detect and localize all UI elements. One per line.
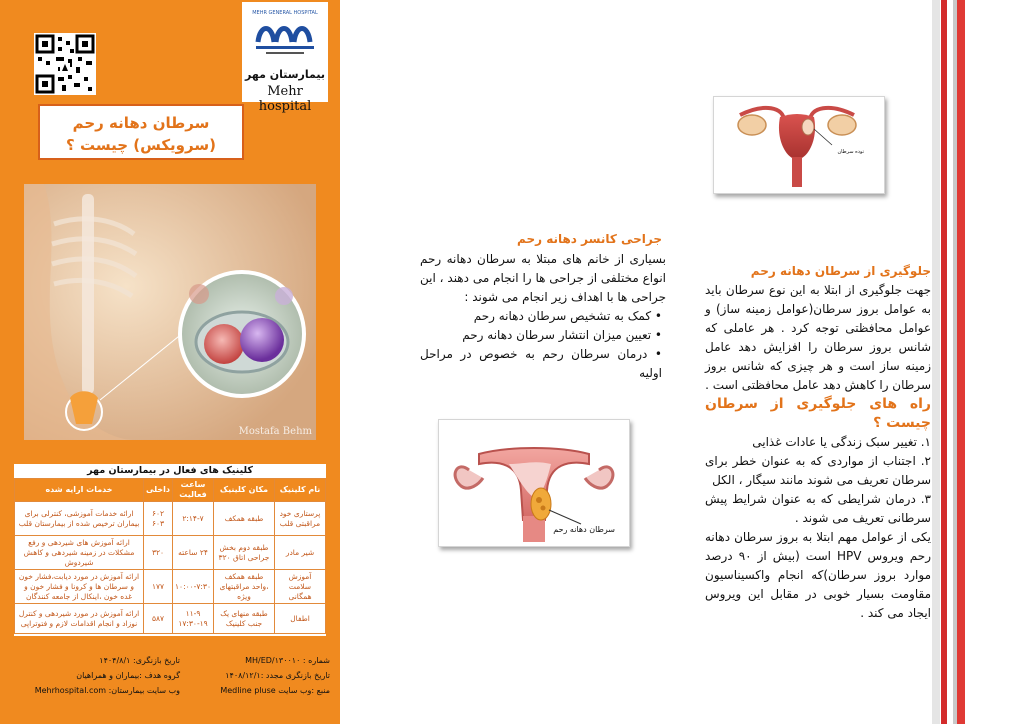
table-row <box>15 604 326 634</box>
hospital-website[interactable]: وب سایت بیمارستان: Mehrhospital.com <box>34 686 180 695</box>
table-header-row <box>15 479 326 502</box>
hospital-name-fa: بیمارستان مهر <box>244 68 326 81</box>
surgery-text <box>420 250 666 383</box>
col-hours: ساعت فعالیت <box>173 479 214 502</box>
next-review-date: تاریخ بازنگری مجدد :۱۴۰۸/۱۲/۱ <box>225 671 330 680</box>
target-group: گروه هدف :بیماران و همراهیان <box>76 671 180 680</box>
clinic-name-cell: اطفال <box>275 604 326 634</box>
clinics-table-box <box>14 464 326 636</box>
clinics-table-title: کلینیک های فعال در بیمارستان مهر <box>87 465 253 476</box>
prevention-heading: جلوگیری از سرطان دهانه رحم <box>750 264 931 278</box>
list-item: • درمان سرطان رحم به خصوص در مراحل اولیه <box>420 345 662 383</box>
col-location: مکان کلینیک <box>214 479 275 502</box>
clinic-hours-cell: ۱۰:۰۰-۷:۳۰ <box>173 570 214 604</box>
clinics-table <box>14 478 326 634</box>
list-item: • تعیین میزان انتشار سرطان دهانه رحم <box>420 326 662 345</box>
prevention-section <box>705 262 931 623</box>
hospital-name-en: Mehr hospital <box>258 84 312 114</box>
col-extension: داخلی <box>144 479 173 502</box>
image-credit: Mostafa Behm <box>238 426 312 437</box>
uterus-cancer-image <box>438 419 630 547</box>
clinic-hours-cell: ۱۱-۹ ۱۷:۳۰-۱۹ <box>173 604 214 634</box>
prevention-body: جهت جلوگیری از ابتلا به این نوع سرطان باید به عوامل بروز سرطان(عوامل زمینه ساز) و عوامل محافظتی توجه کرد . هر عاملی که شانس بروز سرطان را افزایش دهد عامل زمینه ساز است و هر چیزی که شانس بروز سرطان را کاهش دهد عامل محافظتی است . <box>705 283 931 392</box>
review-date: تاریخ بازنگری: ۱۴۰۴/۸/۱ <box>99 656 180 665</box>
hospital-logo-icon <box>242 2 328 62</box>
clinic-extension-cell: ۵۸۷ <box>144 604 173 634</box>
clinic-extension-cell: ۱۷۷ <box>144 570 173 604</box>
stripe-red <box>941 0 947 724</box>
hpv-paragraph: یکی از عوامل مهم ابتلا به بروز سرطان دهانه رحم ویروس HPV است (بیش از ۹۰ درصد موارد بروز سرطان)که انجام واکسیناسیون مقاومت بسیار خوبی در مقابل این ویروس ایجاد می کند . <box>705 530 932 620</box>
clinic-services-cell: ارائه آموزش های شیردهی و رفع مشکلات در زمینه شیردهی و کاهش شیردوش <box>15 536 144 570</box>
clinic-services-cell: ارائه خدمات آموزشی، کنترلی برای بیماران ترخیص شده از بیمارستان قلب <box>15 502 144 536</box>
col-clinic-name: نام کلینیک <box>275 479 326 502</box>
cover-title <box>38 104 244 160</box>
table-row <box>15 536 326 570</box>
clinic-services-cell: ارائه آموزش در مورد دیابت،فشار خون و سرطان ها و کرونا و فشار خون و غده خون ،اینکال از جامعه کنندگان <box>15 570 144 604</box>
list-item: • کمک به تشخیص سرطان دهانه رحم <box>420 307 662 326</box>
stripe-red-outer <box>957 0 965 724</box>
col-services: خدمات ارایه شده <box>15 479 144 502</box>
table-row <box>15 502 326 536</box>
cancer-image-label: سرطان دهانه رحم <box>553 525 615 534</box>
surgery-intro: بسیاری از خانم های مبتلا به سرطان دهانه رحم انواع مختلفی از جراحی ها را انجام می دهند ، این جراحی ها با اهداف زیر انجام می شوند : <box>420 252 666 304</box>
cover-panel <box>0 0 340 724</box>
cover-title-line1: سرطان دهانه رحم <box>72 114 210 132</box>
doc-number: شماره : MH/ED/۱۳۰۰۱۰ <box>245 656 330 665</box>
hospital-logo <box>242 2 328 114</box>
clinic-hours-cell: ۲:۱۴-۷ <box>173 502 214 536</box>
prevention-way-item: ۱. تغییر سبک زندگی یا عادات غذایی <box>752 435 931 449</box>
clinic-services-cell: ارائه آموزش در مورد شیردهی و کنترل نوزاد و انجام اقدامات لازم و فتوتراپی <box>15 604 144 634</box>
clinic-location-cell: طبقه دوم بخش جراحی اتاق ۳۲۰ <box>214 536 275 570</box>
clinic-extension-cell: ۶۰۲ ۶۰۳ <box>144 502 173 536</box>
clinic-extension-cell: ۳۲۰ <box>144 536 173 570</box>
prevention-ways-heading: راه های جلوگیری از سرطان چیست ؟ <box>705 396 931 431</box>
document-footer <box>34 656 330 718</box>
uterus-tumor-image <box>713 96 885 194</box>
svg-text:MEHR GENERAL HOSPITAL: MEHR GENERAL HOSPITAL <box>252 10 318 16</box>
prevention-way-item: ۳. درمان شرایطی که به عنوان شرایط پیش سرطانی تعریف می شوند . <box>705 492 931 525</box>
clinic-name-cell: شیر مادر <box>275 536 326 570</box>
tumor-image-label: توده سرطان <box>837 149 864 155</box>
clinic-name-cell: آموزش سلامت همگانی <box>275 570 326 604</box>
source: منبع :وب سایت Medline pluse <box>220 686 330 695</box>
table-row <box>15 570 326 604</box>
cover-title-line2: (سرویکس) چیست ؟ <box>66 136 216 154</box>
clinic-location-cell: طبقه همکف <box>214 502 275 536</box>
cover-illustration <box>24 184 316 440</box>
qr-code[interactable] <box>34 33 96 95</box>
clinic-hours-cell: ۲۴ ساعته <box>173 536 214 570</box>
surgery-heading: جراحی کانسر دهانه رحم <box>517 232 662 246</box>
surgery-goals-list <box>420 307 666 383</box>
clinic-location-cell: طبقه همکف ،واحد مراقبتهای ویژه <box>214 570 275 604</box>
clinic-location-cell: طبقه منهای یک جنب کلینیک <box>214 604 275 634</box>
stripe-shadow <box>932 0 940 724</box>
clinic-name-cell: پرستاری خود مراقبتی قلب <box>275 502 326 536</box>
prevention-way-item: ۲. اجتناب از مواردی که به عنوان خطر برای سرطان تعریف می شوند مانند سیگار ، الکل <box>705 454 931 487</box>
